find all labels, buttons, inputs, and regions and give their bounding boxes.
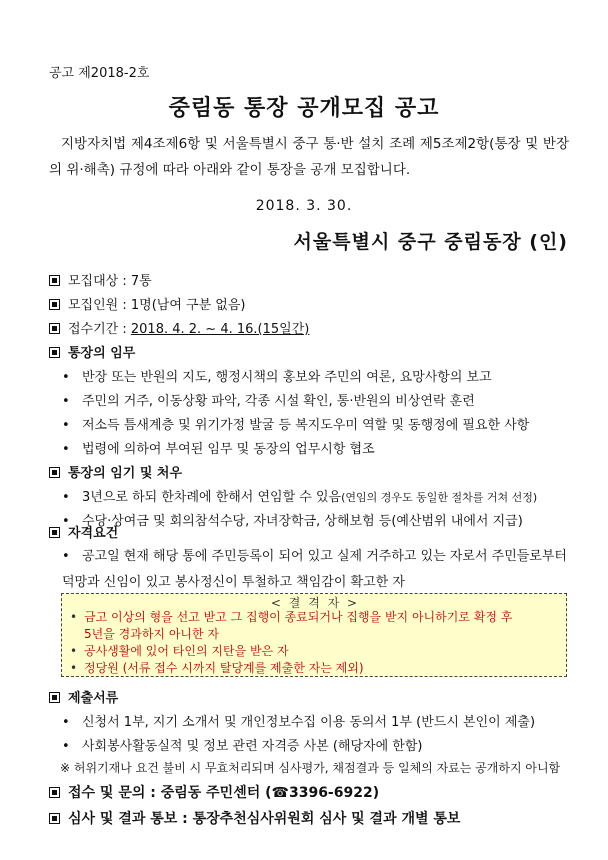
item-period-value: 2018. 4. 2. ~ 4. 16.(15일간) [130,322,310,337]
bullet-dot-icon: • [62,370,70,385]
section-duties-heading: 통장의 임무 [68,346,136,361]
section-result [49,808,460,828]
square-bullet-icon [49,692,60,703]
disqualification-box [61,593,567,677]
section-qualification [49,522,118,541]
bullet-dot-icon: • [62,418,70,433]
document-text: 사회봉사활동실적 및 정보 관련 자격증 사본 (해당자에 한함) [82,739,423,754]
square-bullet-icon [49,323,60,334]
notice-date: 2018. 3. 30. [255,198,353,214]
intro-paragraph: 지방자치법 제4조제6항 및 서울특별시 중구 통·반 설치 조례 제5조제2항(통장 및 반장의 위·해촉) 규정에 따라 아래와 같이 통장을 공개 모집합니다. [49,136,569,178]
section-qualification-heading: 자격요건 [68,526,119,541]
document-item [62,711,535,730]
disqualification-text: 공사생활에 있어 타인의 지탄을 받은 자 [84,644,289,658]
duty-item [62,414,529,433]
square-bullet-icon [49,813,60,824]
disqualification-title: < 결 격 자 > [270,596,360,610]
duty-item [62,366,492,385]
section-duties [49,342,135,361]
term-text: 수당·상여금 및 회의참석수당, 자녀장학금, 상해보험 등(예산범위 내에서 지급) [82,514,523,529]
square-bullet-icon [49,467,60,478]
section-contact [49,782,379,802]
bullet-dot-icon: • [70,644,78,658]
bullet-dot-icon: • [62,715,70,730]
bullet-dot-icon: • [70,661,78,675]
square-bullet-icon [49,275,60,286]
bullet-dot-icon: • [62,394,70,409]
duty-item [62,390,475,409]
item-period-label: 접수기간 : [68,322,131,337]
duty-text: 법령에 의하여 부여된 임무 및 동장의 업무시항 협조 [82,442,375,457]
bullet-dot-icon: • [62,514,70,529]
bullet-dot-icon: • [62,549,70,564]
page-title: 중림동 통장 공개모집 공고 [168,96,440,121]
item-target-text: 모집대상 : 7통 [68,274,152,289]
duty-item [62,438,375,457]
duty-text: 주민의 거주, 이동상황 파악, 각종 시설 확인, 통·반원의 비상연락 훈련 [82,394,475,409]
item-count [49,294,245,313]
documents-note: ※ 허위기재나 요건 불비 시 무효처리되며 심사평가, 채점결과 등 일체의 자료는 공개하지 아니함 [60,761,561,775]
bullet-dot-icon: • [70,610,78,624]
square-bullet-icon [49,787,60,798]
disqualification-item [70,608,512,625]
disqualification-text: 금고 이상의 형을 선고 받고 그 집행이 종료되거나 집행을 받지 아니하기로 확정 후 [84,610,513,624]
bullet-dot-icon: • [62,739,70,754]
disqualification-text: 정당원 (서류 접수 시까지 탈당계를 제출한 자는 제외) [84,661,364,675]
section-term [49,462,182,481]
item-target [49,270,152,289]
bullet-dot-icon: • [62,490,70,505]
disqualification-item [70,659,364,676]
disqualification-item [70,642,289,659]
section-term-heading: 통장의 임기 및 처우 [68,466,183,481]
term-item [62,510,523,529]
document-item [62,735,422,754]
document-text: 신청서 1부, 지기 소개서 및 개인정보수집 이용 동의서 1부 (반드시 본인이 제출) [82,715,536,730]
item-count-text: 모집인원 : 1명(남여 구분 없음) [68,298,246,313]
qualification-item [62,544,567,596]
square-bullet-icon [49,347,60,358]
disqualification-item-continued: 5년을 경과하지 아니한 자 [84,627,219,641]
term-text: 3년으로 하되 한차례에 한해서 연임할 수 있음 [82,490,342,505]
square-bullet-icon [49,527,60,538]
term-note: (연임의 경우도 동일한 절차를 거쳐 선정) [341,491,538,504]
section-documents-heading: 제출서류 [68,691,119,706]
contact-text: 접수 및 문의 : 중림동 주민센터 (☎3396-6922) [68,785,380,801]
bullet-dot-icon: • [62,442,70,457]
duty-text: 저소득 틈새계층 및 위기가정 발굴 등 복지도우미 역할 및 동행정에 필요한 사항 [82,418,530,433]
term-item [62,486,537,505]
result-text: 심사 및 결과 통보 : 통장추천심사위원회 심사 및 결과 개별 통보 [68,811,461,827]
qualification-text: 공고일 현재 해당 통에 주민등록이 되어 있고 실제 거주하고 있는 자로서 주민들로부터 덕망과 신임이 있고 봉사정신이 투철하고 책임감이 확고한 자 [62,549,567,590]
square-bullet-icon [49,299,60,310]
section-documents [49,687,118,706]
notice-number: 공고 제2018-2호 [49,66,150,81]
duty-text: 반장 또는 반원의 지도, 행정시책의 홍보와 주민의 여론, 요망사항의 보고 [82,370,492,385]
signer: 서울특별시 중구 중림동장 (인) [293,231,568,253]
item-period [49,318,309,337]
